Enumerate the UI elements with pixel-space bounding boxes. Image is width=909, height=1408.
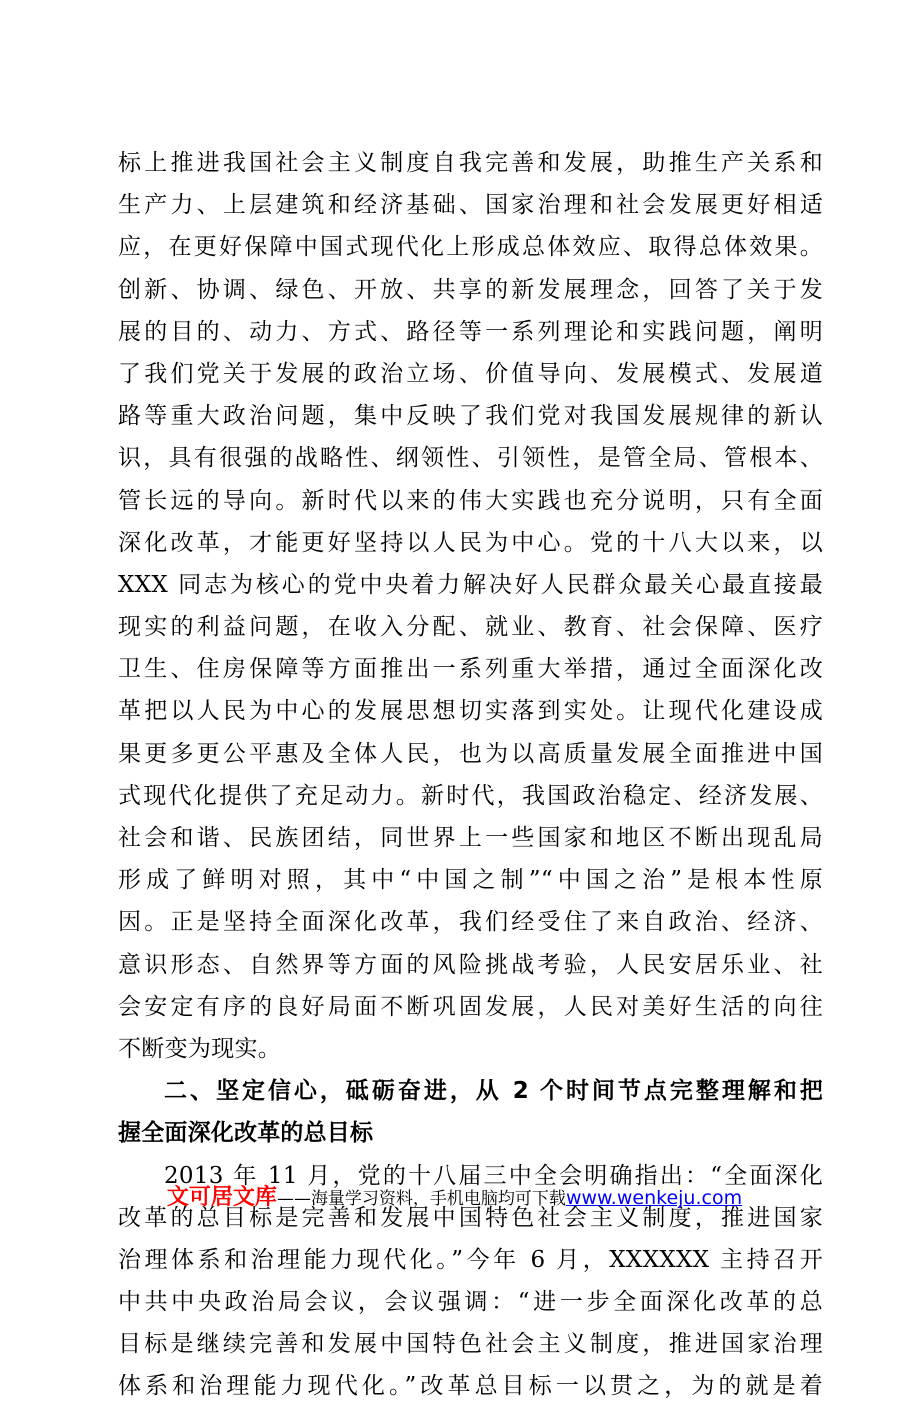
text-line: XXX 同志为核心的党中央着力解决好人民群众最关心最直接最 bbox=[118, 571, 823, 598]
footer-tagline: ——海量学习资料，手机电脑均可下载 bbox=[276, 1189, 566, 1209]
text-line: 生产力、上层建筑和经济基础、国家治理和社会发展更好相适 bbox=[118, 192, 823, 219]
text-line: 现实的利益问题，在收入分配、就业、教育、社会保障、医疗 bbox=[118, 614, 823, 641]
text-line: 果更多更公平惠及全体人民，也为以高质量发展全面推进中国 bbox=[118, 740, 823, 767]
document-body bbox=[118, 142, 823, 1408]
text-line: 管长远的导向。新时代以来的伟大实践也充分说明，只有全面 bbox=[118, 487, 823, 514]
text-line: 式现代化提供了充足动力。新时代，我国政治稳定、经济发展、 bbox=[118, 782, 823, 809]
text-line: 社会和谐、民族团结，同世界上一些国家和地区不断出现乱局 bbox=[118, 825, 823, 851]
heading-line: 握全面深化改革的总目标 bbox=[118, 1120, 374, 1147]
heading-line: 二、坚定信心，砥砺奋进，从 2 个时间节点完整理解和把 bbox=[164, 1078, 823, 1105]
text-line: 改革的总目标是完善和发展中国特色社会主义制度，推进国家 bbox=[118, 1204, 823, 1231]
text-line: 体系和治理能力现代化。”改革总目标一以贯之，为的就是着 bbox=[118, 1373, 823, 1400]
section-heading bbox=[118, 1070, 823, 1154]
text-line: 治理体系和治理能力现代化。”今年 6 月，XXXXXX 主持召开 bbox=[118, 1246, 823, 1273]
text-line: 不断变为现实。 bbox=[118, 1035, 282, 1062]
footer-site-link[interactable]: www.wenkeju.com bbox=[565, 1187, 743, 1209]
text-line: 2013 年 11 月，党的十八届三中全会明确指出：“全面深化 bbox=[164, 1162, 823, 1189]
text-line: 形成了鲜明对照，其中“中国之制”“中国之治”是根本性原 bbox=[118, 867, 823, 894]
text-line: 路等重大政治问题，集中反映了我们党对我国发展规律的新认 bbox=[118, 403, 823, 430]
text-line: 中共中央政治局会议，会议强调：“进一步全面深化改革的总 bbox=[118, 1289, 823, 1316]
footer-brand: 文可居文库 bbox=[166, 1185, 277, 1210]
text-line: 因。正是坚持全面深化改革，我们经受住了来自政治、经济、 bbox=[118, 909, 823, 936]
text-line: 应，在更好保障中国式现代化上形成总体效应、取得总体效果。 bbox=[118, 234, 823, 261]
text-line: 标上推进我国社会主义制度自我完善和发展，助推生产关系和 bbox=[118, 150, 823, 176]
text-line: 意识形态、自然界等方面的风险挑战考验，人民安居乐业、社 bbox=[118, 951, 823, 978]
text-line: 了我们党关于发展的政治立场、价值导向、发展模式、发展道 bbox=[118, 360, 823, 387]
text-line: 识，具有很强的战略性、纲领性、引领性，是管全局、管根本、 bbox=[118, 445, 823, 472]
page-footer bbox=[0, 1180, 909, 1211]
text-line: 展的目的、动力、方式、路径等一系列理论和实践问题，阐明 bbox=[118, 318, 823, 345]
text-line: 会安定有序的良好局面不断巩固发展，人民对美好生活的向往 bbox=[118, 993, 823, 1020]
text-line: 卫生、住房保障等方面推出一系列重大举措，通过全面深化改 bbox=[118, 656, 823, 683]
paragraph-continuation bbox=[118, 142, 823, 1070]
text-line: 革把以人民为中心的发展思想切实落到实处。让现代化建设成 bbox=[118, 698, 823, 725]
text-line: 目标是继续完善和发展中国特色社会主义制度，推进国家治理 bbox=[118, 1331, 823, 1358]
text-line: 深化改革，才能更好坚持以人民为中心。党的十八大以来，以 bbox=[118, 529, 823, 556]
text-line: 创新、协调、绿色、开放、共享的新发展理念，回答了关于发 bbox=[118, 276, 823, 303]
